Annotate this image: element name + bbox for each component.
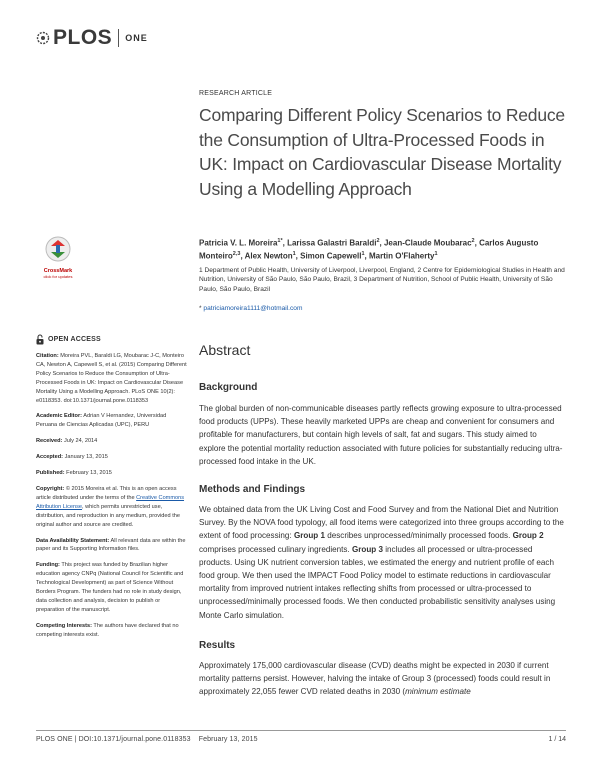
abstract-heading: Abstract — [199, 342, 251, 358]
open-lock-icon — [36, 334, 44, 345]
accepted-text: January 13, 2015 — [64, 454, 108, 461]
results-text: Approximately 175,000 cardiovascular disease (CVD) deaths might be expected in 2030 if current mortality patterns persist. However, halving the intake of Group 3 (processed) foods could result in approximately 22,055 fewer CVD related deaths in 2030 (minimum estimate — [199, 661, 551, 697]
author: Larissa Galastri Baraldi — [287, 238, 377, 248]
page-number: 1 / 14 — [548, 736, 566, 743]
logo-divider — [118, 29, 119, 47]
article-title: Comparing Different Policy Scenarios to Reduce the Consumption of Ultra-Processed Foods in UK: Impact on Cardiovascular Disease Mortality Using a Modelling Approach — [199, 105, 565, 200]
open-access-label: OPEN ACCESS — [48, 336, 101, 343]
article-type: RESEARCH ARTICLE — [199, 90, 273, 97]
footer-citation — [36, 736, 258, 743]
accepted-label: Accepted: — [36, 454, 64, 461]
affiliations: 1 Department of Public Health, University of Liverpool, Liverpool, England, 2 Centre for Epidemiological Studies in Health and Nutrition, University of São Paulo, São Paulo, Brazil, 3 Department of Nutrition, School of Public Health, University of São Paulo, São Paulo, Brazil — [199, 267, 565, 293]
footer-date: February 13, 2015 — [198, 736, 258, 743]
methods-text: We obtained data from the UK Living Cost and Food Survey and from the National Diet and Nutrition Survey. By the NOVA food typology, all food items were categorized into three groups according to the extent of food processing: Group 1 describes unprocessed/minimally processed foods. Group 2 comprises processed culinary ingredients. Group 3 includes all processed or ultra-processed products. Using UK nutrient conversion tables, we estimated the energy and nutrient profile of each food group. We then used the IMPACT Food Policy model to estimate reductions in cardiovascular mortality from improved nutrient intakes reflecting shifts from processed or ultra-processed to unprocessed/minimally processed foods. We then conducted probabilistic sensitivity analyses using Monte Carlo simulation. — [199, 505, 564, 620]
crossmark-label: CrossMark — [43, 268, 73, 274]
author: Simon Capewell — [300, 251, 362, 261]
funding-label: Funding: — [36, 562, 60, 569]
sidebar — [36, 334, 188, 647]
received-text: July 24, 2014 — [64, 438, 98, 445]
received-label: Received: — [36, 438, 63, 445]
data-availability-block — [36, 537, 188, 555]
published-label: Published: — [36, 470, 65, 477]
author: Jean-Claude Moubarac — [383, 238, 472, 248]
background-heading: Background — [199, 382, 258, 393]
crossmark-sublabel: click for updates — [43, 274, 73, 279]
logo-sub: ONE — [125, 33, 148, 43]
crossmark-badge[interactable] — [36, 236, 80, 279]
funding-block — [36, 561, 188, 614]
citation-text: Moreira PVL, Baraldi LG, Moubarac J-C, Monteiro CA, Newton A, Capewell S, et al. (2015) Comparing Different Policy Scenarios to Reduce the Consumption of Ultra-Processed Foods in UK: Impact on Cardiovascular Disease Mortality Using a Modelling Approach. PLoS ONE 10(2): e0118353. doi:10.1371/journal.pone.0118353 — [36, 353, 187, 404]
author-list: Patricia V. L. Moreira$^{1*}$, Larissa Galastri Baraldi$^2$, Jean-Claude Moubarac$^2$, Carlos Augusto Monteiro$^{2,3}$, Alex Newton$^1$, Simon Capewell$^1$, Martin O'Flaherty$^1$ — [199, 238, 539, 261]
data-availability-text: All relevant data are within the paper and its Supporting Information files. — [36, 537, 186, 553]
competing-interests-text: The authors have declared that no competing interests exist. — [36, 622, 179, 638]
background-text: The global burden of non-communicable diseases partly reflects growing exposure to ultra-processed food products (UPPs). These heavily marketed UPPs are cheap and convenient for consumers and profitable for manufacturers, but contain high levels of salt, fat and sugars. This study aimed to explore the potential mortality reduction associated with future policies for substantially reducing ultra-processed food intake in the UK. — [199, 404, 563, 466]
copyright-text: © 2015 Moreira et al. This is an open access article distributed under the terms of the — [36, 485, 177, 501]
editor-block — [36, 412, 188, 430]
author: Patricia V. L. Moreira — [199, 238, 278, 248]
email-star: * — [199, 305, 202, 312]
data-availability-label: Data Availability Statement: — [36, 537, 110, 544]
copyright-label: Copyright: — [36, 485, 65, 492]
editor-label: Academic Editor: — [36, 413, 83, 420]
logo-word: PLOS — [53, 26, 113, 49]
competing-interests-block — [36, 622, 188, 640]
author: Alex Newton — [244, 251, 293, 261]
editor-text: Adrian V Hernandez, Universidad Peruana de Ciencias Aplicadas (UPC), PERU — [36, 413, 167, 429]
author: Carlos Augusto Monteiro — [199, 238, 539, 261]
published-text: February 13, 2015 — [66, 470, 112, 477]
crossmark-icon — [45, 236, 71, 262]
results-heading: Results — [199, 640, 236, 651]
copyright-block — [36, 485, 188, 530]
citation-label: Citation: — [36, 353, 59, 359]
plos-logo — [36, 26, 148, 50]
license-link[interactable]: Creative Commons Attribution License — [36, 494, 185, 510]
accepted-block — [36, 453, 188, 462]
email-address[interactable]: patriciamoreira1111@hotmail.com — [203, 305, 303, 312]
methods-heading: Methods and Findings — [199, 484, 306, 495]
author: Martin O'Flaherty — [369, 251, 435, 261]
open-access-badge — [36, 334, 188, 345]
footer-journal: PLOS ONE | DOI:10.1371/journal.pone.0118353 — [36, 736, 191, 743]
footer-divider — [36, 730, 566, 731]
copyright-text-2: , which permits unrestricted use, distribution, and reproduction in any medium, provided the original author and source are credited. — [36, 503, 180, 528]
corresponding-email — [199, 305, 302, 312]
funding-text: This project was funded by Brazilian higher education agency CNPq (National Council for Scientific and Technological Development) as part of Science Without Borders Program. The funders had no role in study design, data collection and analysis, decision to publish or preparation of the manuscript. — [36, 562, 184, 613]
published-block — [36, 469, 188, 478]
citation-block — [36, 352, 188, 405]
competing-interests-label: Competing Interests: — [36, 622, 92, 629]
plos-logo-icon — [36, 31, 50, 45]
received-block — [36, 437, 188, 446]
